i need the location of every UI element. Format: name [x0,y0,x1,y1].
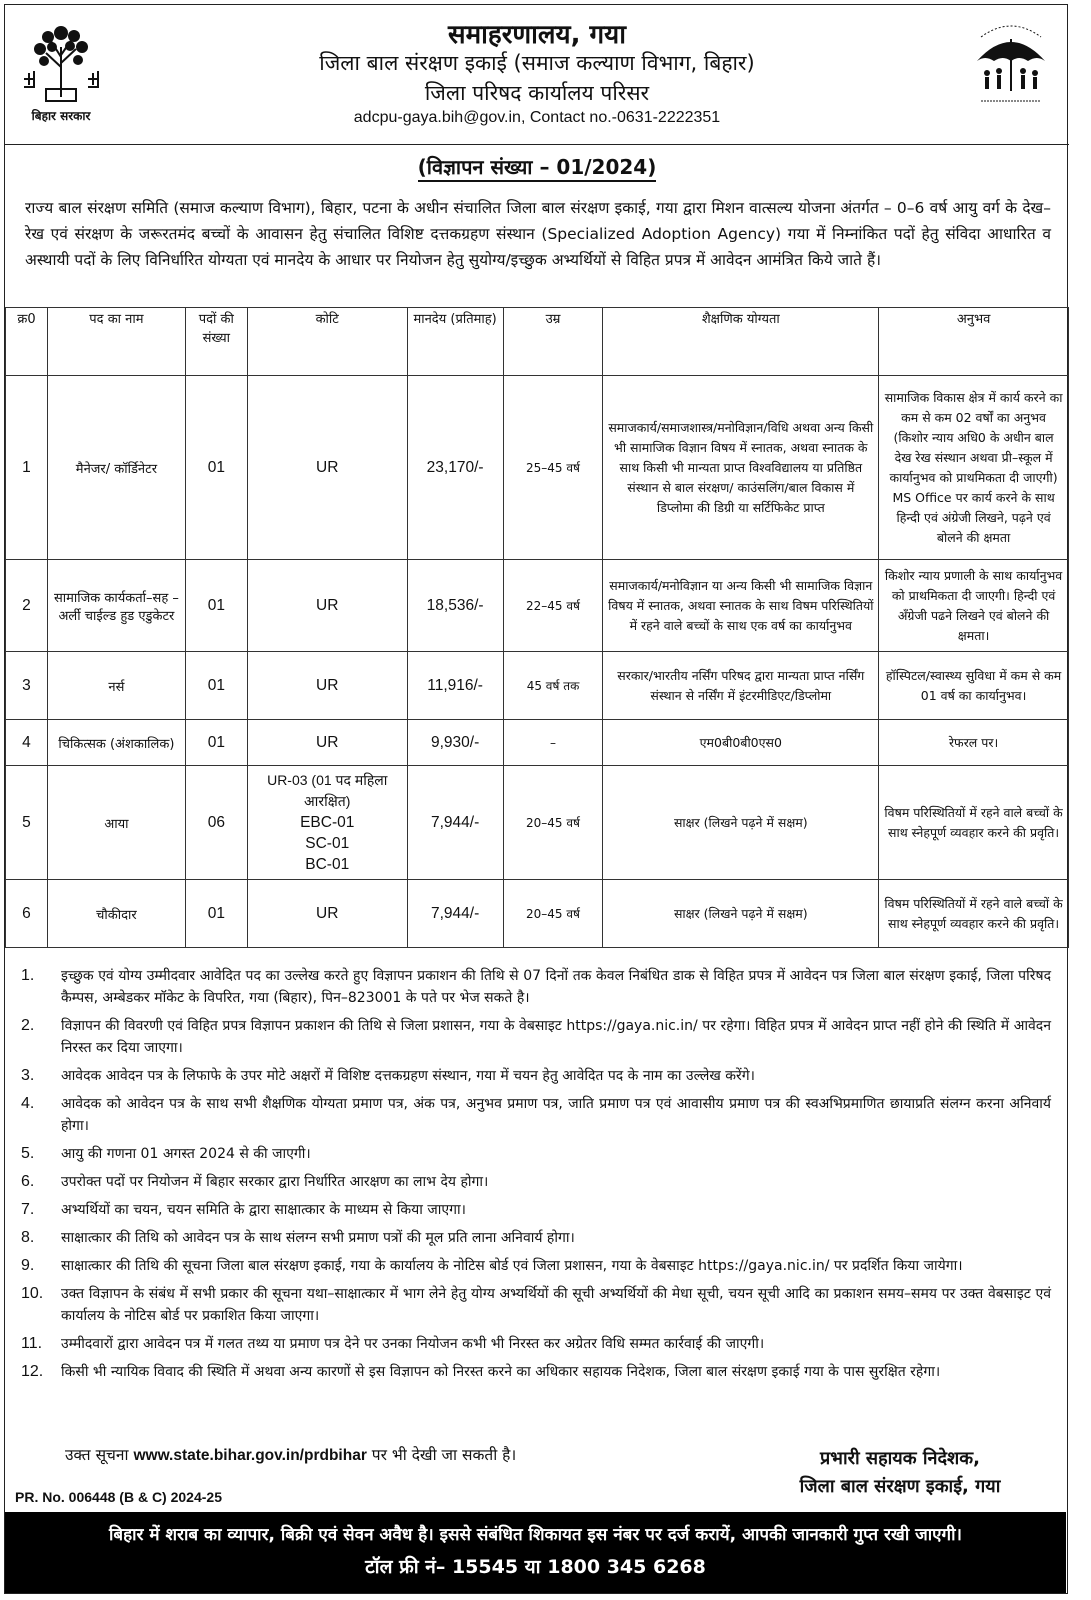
header-salary: मानदेय (प्रतिमाह) [407,308,503,376]
item-text: उपरोक्त पदों पर नियोजन में बिहार सरकार द्वारा निर्धारित आरक्षण का लाभ देय होगा। [61,1174,489,1190]
row-category [247,766,407,880]
row-sn: 3 [6,652,48,720]
item-text: अभ्यर्थियों का चयन, चयन समिति के द्वारा साक्षात्कार के माध्यम से किया जाएगा। [61,1202,466,1218]
item-number: 7. [21,1201,35,1218]
online-notice [65,1443,516,1465]
row-category: UR [247,880,407,948]
list-item [21,1361,1051,1383]
row-post: चौकीदार [47,880,185,948]
item-number: 2. [21,1017,35,1034]
row-post: नर्स [47,652,185,720]
row-education: साक्षर (लिखने पढ़ने में सक्षम) [603,766,879,880]
row-salary: 18,536/- [407,560,503,652]
item-text: आयु की गणना 01 अगस्त 2024 से की जाएगी। [61,1146,311,1162]
row-experience: रेफरल पर। [879,720,1069,766]
table-row [6,376,1069,560]
list-item [21,965,1051,1009]
emblem-caption: बिहार सरकार [31,109,91,123]
item-number: 9. [21,1257,35,1274]
pr-number: PR. No. 006448 (B & C) 2024-25 [15,1489,222,1505]
item-text: उम्मीदवारों द्वारा आवेदन पत्र में गलत तथ्य या प्रमाण पत्र देने पर उनका नियोजन कभी भी निरस्त कर अग्रेतर विधि सम्मत कार्रवाई की जाएगी। [61,1336,765,1352]
header-category: कोटि [247,308,407,376]
header-post: पद का नाम [47,308,185,376]
item-text: विज्ञापन की विवरणी एवं विहित प्रपत्र विज्ञापन प्रकाशन की तिथि से जिला प्रशासन, गया के वेबसाइट https://gaya.nic.in/ पर रहेगा। विहित प्रपत्र में आवेदन प्राप्त नहीं होने की स्थिति में आवेदन निरस्त कर दिया जाएगा। [61,1018,1051,1056]
row-category: UR [247,652,407,720]
row-salary: 7,944/- [407,766,503,880]
bodhi-tree-icon [18,17,104,105]
list-item [21,1015,1051,1059]
item-number: 5. [21,1145,35,1162]
row-age: 45 वर्ष तक [503,652,603,720]
item-number: 3. [21,1067,35,1084]
row-age: – [503,720,603,766]
item-number: 6. [21,1173,35,1190]
category-main: UR-03 (01 पद महिला आरक्षित) [267,772,388,809]
table-row [6,720,1069,766]
item-text: साक्षात्कार की तिथि की सूचना जिला बाल संरक्षण इकाई, गया के कार्यालय के नोटिस बोर्ड एवं जिला प्रशासन, गया के वेबसाइट https://gaya.nic.in/ पर प्रदर्शित किया जायेगा। [61,1258,963,1274]
posts-table [5,307,1069,948]
row-age: 22–45 वर्ष [503,560,603,652]
item-text: आवेदक को आवेदन पत्र के साथ सभी शैक्षणिक योग्यता प्रमाण पत्र, अंक पत्र, अनुभव प्रमाण पत्र, जाति प्रमाण पत्र एवं आवासीय प्रमाण पत्र की स्वअभिप्रमाणित छायाप्रति संलग्न करना अनिवार्य होगा। [61,1096,1051,1134]
row-education: समाजकार्य/मनोविज्ञान या अन्य किसी भी सामाजिक विज्ञान विषय में स्नातक, अथवा स्नातक के साथ विषम परिस्थितियों में रहने वाले बच्चों के साथ एक वर्ष का कार्यानुभव [603,560,879,652]
item-number: 10. [21,1285,44,1302]
bihar-emblem [15,17,107,135]
item-text: किसी भी न्यायिक विवाद की स्थिति में अथवा अन्य कारणों से इस विज्ञापन को निरस्त करने का अधिकार सहायक निदेशक, जिला बाल संरक्षण इकाई गया के पास सुरक्षित रहेगा। [61,1364,941,1380]
row-age: 25–45 वर्ष [503,376,603,560]
row-experience: विषम परिस्थितियों में रहने वाले बच्चों के साथ स्नेहपूर्ण व्यवहार करने की प्रवृति। [879,880,1069,948]
row-category: UR [247,560,407,652]
item-text: साक्षात्कार की तिथि को आवेदन पत्र के साथ संलग्न सभी प्रमाण पत्रों की मूल प्रति लाना अनिवार्य होगा। [61,1230,575,1246]
list-item [21,1333,1051,1355]
row-sn: 6 [6,880,48,948]
item-text: आवेदक आवेदन पत्र के लिफाफे के उपर मोटे अक्षरों में विशिष्ट दत्तकग्रहण संस्थान, गया में चयन हेतु आवेदित पद के नाम का उल्लेख करेंगे। [61,1068,755,1084]
mission-vatsalya-logo [967,17,1055,109]
list-item [21,1199,1051,1221]
umbrella-children-icon [967,17,1055,109]
row-salary: 7,944/- [407,880,503,948]
row-experience: किशोर न्याय प्रणाली के साथ कार्यानुभव को प्राथमिकता दी जाएगी। हिन्दी एवं अँग्रेजी पढने लिखने एवं बोलने की क्षमता। [879,560,1069,652]
item-number: 11. [21,1335,43,1352]
row-category: UR [247,376,407,560]
item-number: 12. [21,1363,44,1380]
row-experience: सामाजिक विकास क्षेत्र में कार्य करने का कम से कम 02 वर्षों का अनुभव (किशोर न्याय अधि0 के अधीन बाल देख रेख संस्थान अथवा प्री–स्कूल में कार्यानुभव को प्राथमिकता दी जाएगी) MS Office पर कार्य करने के साथ हिन्दी एवं अंग्रेजी लिखने, पढ़ने एवं बोलने की क्षमता [879,376,1069,560]
signatory-block [765,1445,1035,1501]
row-count: 06 [185,766,247,880]
row-age: 20–45 वर्ष [503,880,603,948]
row-count: 01 [185,720,247,766]
list-item [21,1065,1051,1087]
header-education: शैक्षणिक योग्यता [603,308,879,376]
instructions-list [21,965,1051,1389]
list-item [21,1093,1051,1137]
item-number: 4. [21,1095,35,1112]
contact-line: adcpu-gaya.bih@gov.in, Contact no.-0631-2222351 [353,109,721,126]
list-item [21,1255,1051,1277]
row-count: 01 [185,652,247,720]
item-text: इच्छुक एवं योग्य उम्मीदवार आवेदित पद का उल्लेख करते हुए विज्ञापन प्रकाशन की तिथि से 07 दिनों तक केवल निबंधित डाक से विहित प्रपत्र में आवेदन पत्र जिला बाल संरक्षण इकाई, जिला परिषद कैम्पस, अम्बेडकर मॉकेट के विपरित, गया (बिहार), पिन–823001 के पते पर भेज सकते है। [61,968,1051,1006]
row-category: UR [247,720,407,766]
table-header-row [6,308,1069,376]
intro-paragraph: राज्य बाल संरक्षण समिति (समाज कल्याण विभाग), बिहार, पटना के अधीन संचालित जिला बाल संरक्षण इकाई, गया द्वारा मिशन वात्सल्य योजना अंतर्गत – 0–6 वर्ष आयु वर्ग के देख–रेख एवं संरक्षण के जरूरतमंद बच्चों के आवासन हेतु संचालित विशिष्ट दत्तकग्रहण संस्थान (Specialized Adoption Agency) गया में निम्नांकित पदों हेतु संविदा आधारित व अस्थायी पदों के लिए विनिर्धारित योग्यता एवं मानदेय के आधार पर नियोजन हेतु सुयोग्य/इच्छुक अभ्यर्थियों से विहित प्रपत्र में आवेदन आमंत्रित किये जाते हैं। [25,199,1051,269]
header-sn: क्र0 [6,308,48,376]
table-row [6,560,1069,652]
header-age: उम्र [503,308,603,376]
list-item [21,1143,1051,1165]
row-education: समाजकार्य/समाजशास्त्र/मनोविज्ञान/विधि अथवा अन्य किसी भी सामाजिक विज्ञान विषय में स्नातक, अथवा स्नातक के साथ किसी भी मान्यता प्राप्त विश्वविद्यालय या प्रतिष्ठित संस्थान से बाल संरक्षण/ काउंसलिंग/बाल विकास में डिप्लोमा की डिग्री या सर्टिफिकेट प्राप्त [603,376,879,560]
row-post: सामाजिक कार्यकर्ता–सह –अर्ली चाईल्ड हुड एडुकेटर [47,560,185,652]
campus-name: जिला परिषद कार्यालय परिसर [424,81,650,105]
list-item [21,1283,1051,1327]
row-sn: 5 [6,766,48,880]
row-count: 01 [185,376,247,560]
office-name: समाहरणालय, गया [448,20,626,50]
row-sn: 2 [6,560,48,652]
item-text: उक्त विज्ञापन के संबंध में सभी प्रकार की सूचना यथा–साक्षात्कार में भाग लेने हेतु योग्य अभ्यर्थियों की सूची अभ्यर्थियों की मेधा सूची, चयन सूची आदि का प्रकाशन समय–समय पर उक्त वेबसाइट एवं कार्यालय के नोटिस बोर्ड पर प्रकाशित किया जाएगा। [61,1286,1051,1324]
category-line: SC-01 [305,835,350,852]
row-sn: 1 [6,376,48,560]
row-salary: 11,916/- [407,652,503,720]
advertisement-number: (विज्ञापन संख्या – 01/2024) [5,153,1069,180]
row-education: एम0बी0बी0एस0 [603,720,879,766]
row-experience: हॉस्पिटल/स्वास्थ्य सुविधा में कम से कम 01 वर्ष का कार्यानुभव। [879,652,1069,720]
row-salary: 23,170/- [407,376,503,560]
row-post: मैनेजर/ कॉर्डिनेटर [47,376,185,560]
item-number: 8. [21,1229,35,1246]
category-line: BC-01 [305,856,350,873]
signatory-designation: प्रभारी सहायक निदेशक, [820,1448,980,1469]
row-salary: 9,930/- [407,720,503,766]
row-post: चिकित्सक (अंशकालिक) [47,720,185,766]
category-line: EBC-01 [300,814,355,831]
row-post: आया [47,766,185,880]
advertisement-page [4,4,1068,1594]
table-row [6,766,1069,880]
list-item [21,1171,1051,1193]
row-count: 01 [185,560,247,652]
page-header [5,5,1069,145]
unit-name: जिला बाल संरक्षण इकाई (समाज कल्याण विभाग, बिहार) [319,51,755,75]
header-count: पदों की संख्या [185,308,247,376]
row-sn: 4 [6,720,48,766]
list-item [21,1227,1051,1249]
footer-warning: बिहार में शराब का व्यापार, बिक्री एवं सेवन अवैध है। इससे संबंधित शिकायत इस नंबर पर दर्ज करायें, आपकी जानकारी गुप्त रखी जाएगी। [109,1525,962,1545]
row-count: 01 [185,880,247,948]
online-suffix: पर भी देखी जा सकती है। [371,1446,517,1464]
header-experience: अनुभव [879,308,1069,376]
footer-banner [5,1512,1066,1593]
table-row [6,652,1069,720]
row-age: 20–45 वर्ष [503,766,603,880]
online-url-link[interactable]: www.state.bihar.gov.in/prdbihar [133,1447,367,1464]
table-row [6,880,1069,948]
online-prefix: उक्त सूचना [65,1446,129,1464]
footer-tollfree: टॉल फ्री नं– 15545 या 1800 345 6268 [365,1556,706,1578]
row-experience: विषम परिस्थितियों में रहने वाले बच्चों के साथ स्नेहपूर्ण व्यवहार करने की प्रवृति। [879,766,1069,880]
row-education: साक्षर (लिखने पढ़ने में सक्षम) [603,880,879,948]
row-education: सरकार/भारतीय नर्सिंग परिषद द्वारा मान्यता प्राप्त नर्सिंग संस्थान से नर्सिंग में इंटरमीडिएट/डिप्लोमा [603,652,879,720]
item-number: 1. [21,967,35,984]
signatory-office: जिला बाल संरक्षण इकाई, गया [799,1476,1001,1497]
